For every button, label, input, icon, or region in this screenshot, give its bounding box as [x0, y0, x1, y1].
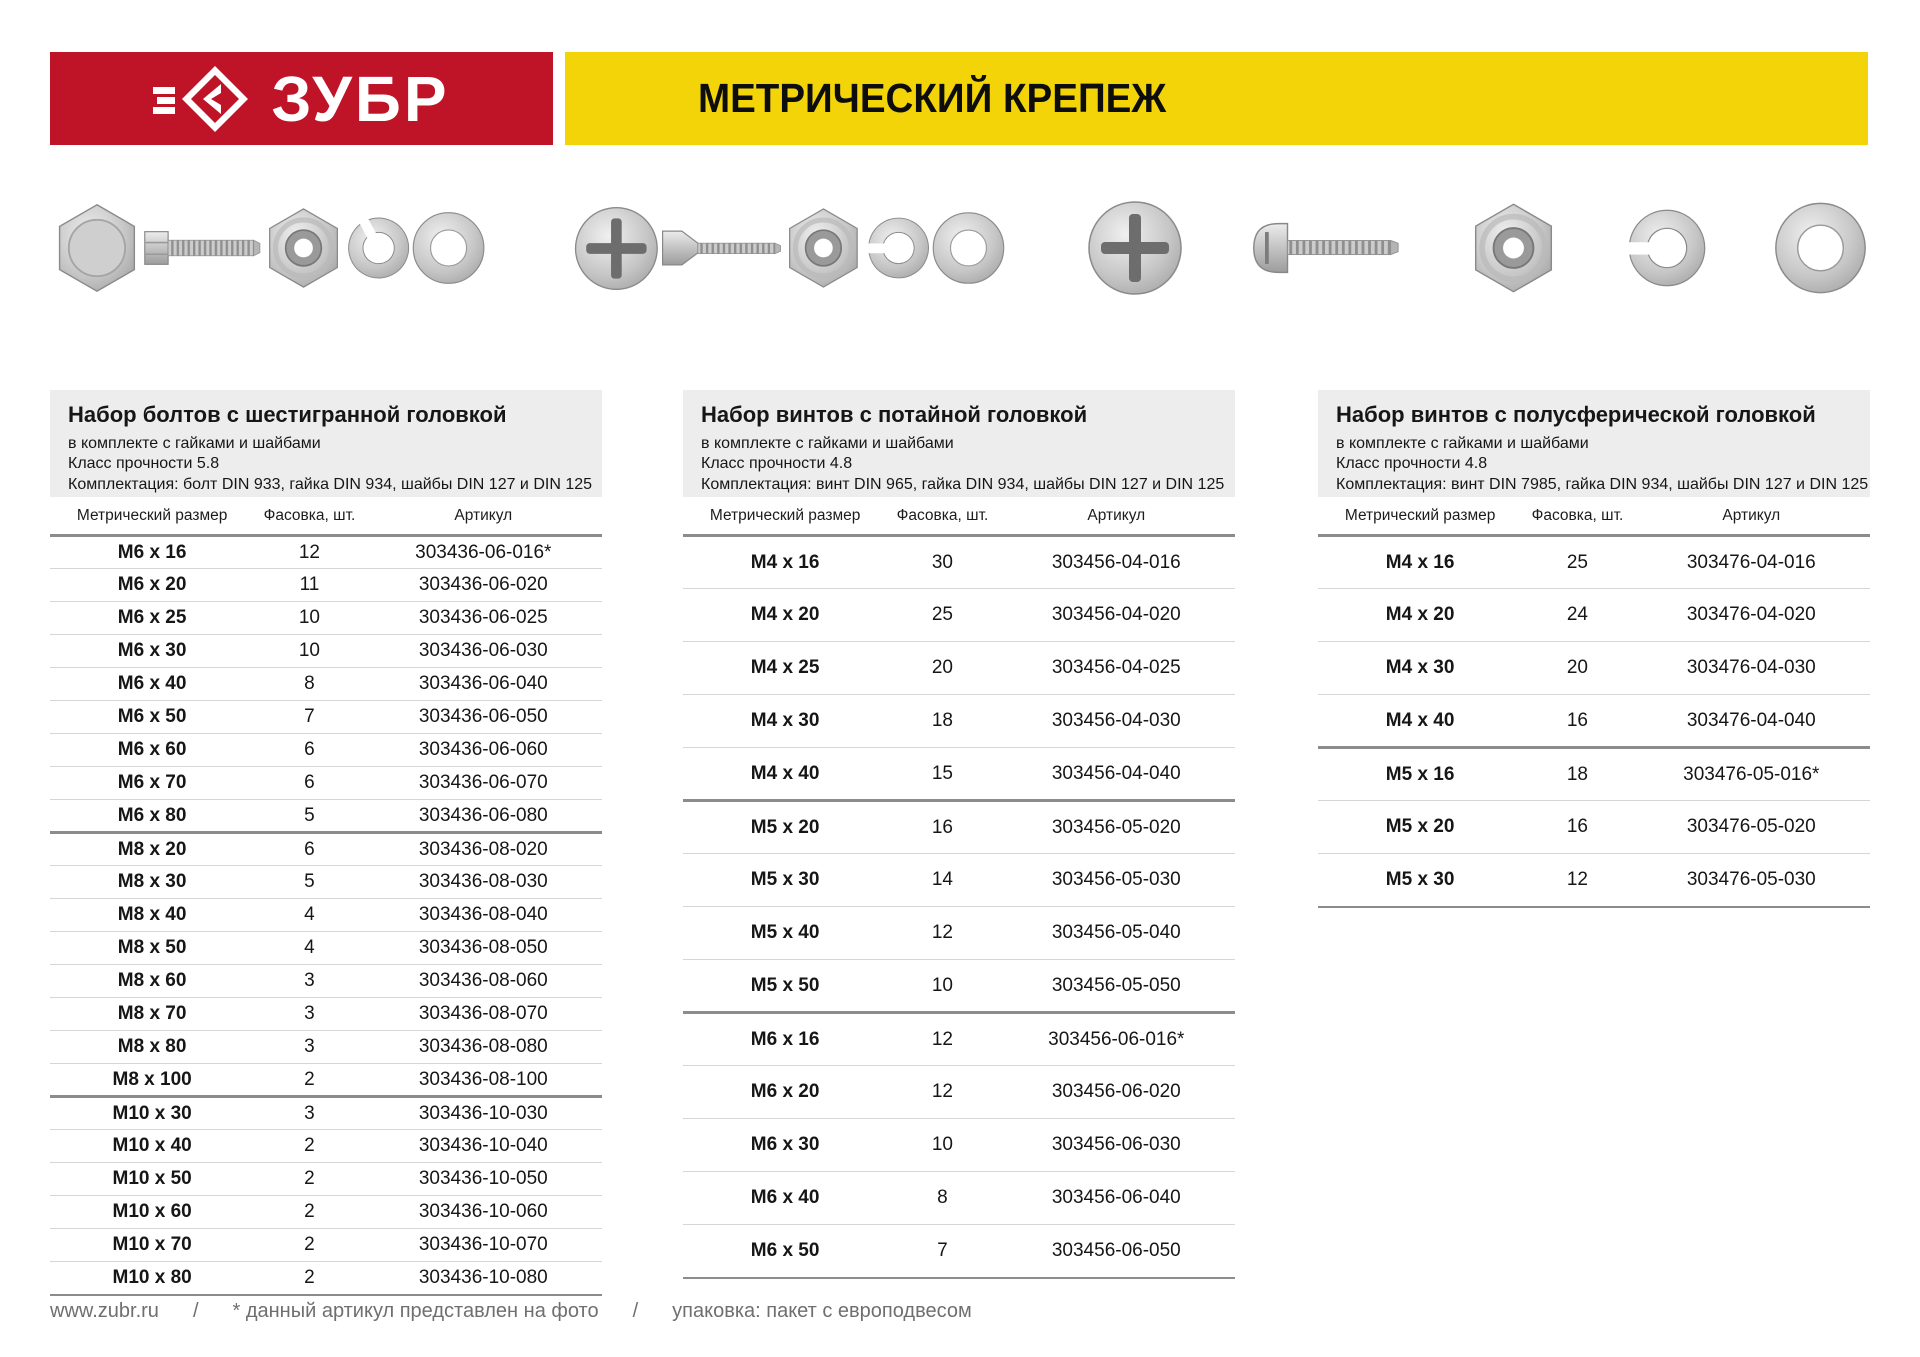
table-row — [50, 965, 602, 998]
pack-qty-cell: 7 — [254, 701, 364, 734]
pack-qty-cell: 3 — [254, 1097, 364, 1130]
pack-qty-cell: 4 — [254, 932, 364, 965]
table-row — [1318, 589, 1870, 642]
article-cell: 303476-04-016 — [1686, 551, 1816, 573]
product-photos-pan-head-screw-kit — [1085, 188, 1868, 308]
spec-table-countersunk-screws — [683, 497, 1235, 1279]
section-subtitle: в комплекте с гайками и шайбами — [1336, 435, 1589, 452]
table-row — [683, 536, 1235, 589]
table-row — [50, 1097, 602, 1130]
size-cell: M4 x 30 — [1318, 642, 1522, 695]
article-cell: 303456-04-016 — [1051, 551, 1181, 573]
table-row — [683, 801, 1235, 854]
size-cell: M5 x 50 — [683, 960, 887, 1013]
column-header-pack: Фасовка, шт. — [887, 497, 997, 536]
column-header-size: Метрический размер — [683, 497, 887, 536]
size-cell: M5 x 30 — [683, 854, 887, 907]
size-cell: M5 x 20 — [1318, 801, 1522, 854]
article-cell: 303436-06-020 — [365, 569, 602, 602]
flat-washer-photo — [931, 201, 1006, 295]
pack-qty-cell: 2 — [254, 1130, 364, 1163]
article-cell: 303476-04-030 — [1633, 642, 1870, 695]
section-strength-class: Класс прочности 5.8 — [68, 455, 220, 473]
pack-qty-cell: 15 — [887, 748, 997, 801]
pack-qty-cell: 3 — [254, 965, 364, 998]
size-cell: M8 x 70 — [50, 998, 254, 1031]
article-cell: 303456-06-030 — [998, 1119, 1235, 1172]
article-cell: 303436-08-040 — [365, 899, 602, 932]
pack-qty-cell: 14 — [887, 854, 997, 907]
countersunk-screw-head-photo — [572, 201, 661, 296]
hex-nut-photo — [1466, 199, 1561, 297]
pack-qty-cell: 8 — [887, 1172, 997, 1225]
pack-qty-cell: 20 — [1522, 642, 1632, 695]
article-cell: 303456-05-020 — [998, 801, 1235, 854]
table-row — [50, 1130, 602, 1163]
table-row — [50, 1064, 602, 1097]
table-row — [50, 833, 602, 866]
size-cell: M5 x 20 — [683, 801, 887, 854]
size-cell: M6 x 16 — [683, 1013, 887, 1066]
pack-qty-cell: 2 — [254, 1064, 364, 1097]
table-row — [683, 1172, 1235, 1225]
size-cell: M4 x 40 — [683, 748, 887, 801]
pack-qty-cell: 11 — [254, 569, 364, 602]
pack-qty-cell: 7 — [887, 1225, 997, 1278]
pack-qty-cell: 3 — [254, 998, 364, 1031]
table-row — [50, 1262, 602, 1295]
table-row — [50, 536, 602, 569]
article-cell: 303456-05-040 — [998, 907, 1235, 960]
size-cell: M5 x 16 — [1318, 748, 1522, 801]
article-cell: 303436-06-025 — [365, 602, 602, 635]
section-title: Набор винтов с полусферической головкой — [1336, 402, 1816, 427]
pack-qty-cell: 16 — [887, 801, 997, 854]
size-cell: M8 x 40 — [50, 899, 254, 932]
article-cell: 303436-08-030 — [365, 866, 602, 899]
pack-qty-cell: 2 — [254, 1262, 364, 1295]
page-title-banner — [565, 52, 1868, 145]
table-row — [50, 569, 602, 602]
size-cell: M4 x 30 — [683, 695, 887, 748]
size-cell: M4 x 20 — [683, 589, 887, 642]
size-cell: M4 x 25 — [683, 642, 887, 695]
table-row — [683, 642, 1235, 695]
section-strength-class: Класс прочности 4.8 — [1336, 455, 1488, 473]
article-cell: 303436-08-080 — [365, 1031, 602, 1064]
table-row — [50, 734, 602, 767]
size-cell: M6 x 30 — [50, 635, 254, 668]
article-cell: 303476-04-040 — [1633, 695, 1870, 748]
zubr-logo-emblem-icon — [153, 62, 253, 136]
article-cell: 303476-05-016* — [1633, 748, 1870, 801]
size-cell: M10 x 80 — [50, 1262, 254, 1295]
size-cell: M4 x 20 — [1318, 589, 1522, 642]
table-row — [1318, 642, 1870, 695]
size-cell: M6 x 50 — [683, 1225, 887, 1278]
hex-nut-photo — [781, 202, 866, 294]
flat-washer-photo — [1773, 196, 1868, 300]
article-cell: 303436-10-080 — [365, 1262, 602, 1295]
pack-qty-cell: 5 — [254, 800, 364, 833]
article-cell: 303436-08-100 — [365, 1064, 602, 1097]
hex-bolt-head-photo — [50, 198, 144, 298]
countersunk-screw-photo — [661, 221, 781, 275]
table-row — [50, 701, 602, 734]
zubr-logo-text: ЗУБР — [271, 62, 450, 135]
article-cell: 303436-10-060 — [365, 1196, 602, 1229]
section-strength-class: Класс прочности 4.8 — [701, 455, 853, 473]
section-subtitle: в комплекте с гайками и шайбами — [68, 435, 321, 452]
size-cell: M6 x 40 — [683, 1172, 887, 1225]
article-cell: 303436-08-020 — [365, 833, 602, 866]
article-cell: 303456-04-020 — [998, 589, 1235, 642]
pack-qty-cell: 10 — [254, 602, 364, 635]
size-cell: M8 x 30 — [50, 866, 254, 899]
size-cell: M8 x 100 — [50, 1064, 254, 1097]
pack-qty-cell: 18 — [1522, 748, 1632, 801]
table-row — [683, 695, 1235, 748]
table-row — [683, 960, 1235, 1013]
size-cell: M8 x 80 — [50, 1031, 254, 1064]
article-cell: 303436-08-050 — [365, 932, 602, 965]
pack-qty-cell: 18 — [887, 695, 997, 748]
section-contents: Комплектация: винт DIN 7985, гайка DIN 934, шайбы DIN 127 и DIN 125 — [1336, 475, 1869, 493]
table-row — [50, 635, 602, 668]
hex-bolt-photo — [144, 219, 261, 277]
table-row — [1318, 748, 1870, 801]
pack-qty-cell: 6 — [254, 734, 364, 767]
article-cell: 303456-06-040 — [998, 1172, 1235, 1225]
pan-head-screw-photo — [1250, 219, 1400, 277]
table-row — [50, 1229, 602, 1262]
column-header-pack: Фасовка, шт. — [1522, 497, 1632, 536]
pack-qty-cell: 6 — [254, 833, 364, 866]
table-row — [50, 602, 602, 635]
table-row — [683, 907, 1235, 960]
pack-qty-cell: 10 — [887, 960, 997, 1013]
size-cell: M8 x 50 — [50, 932, 254, 965]
pack-qty-cell: 30 — [931, 551, 953, 573]
table-header-row — [683, 497, 1235, 536]
article-cell: 303476-05-020 — [1633, 801, 1870, 854]
table-row — [50, 998, 602, 1031]
article-cell: 303436-06-080 — [365, 800, 602, 833]
article-cell: 303436-06-040 — [365, 668, 602, 701]
spec-table-hex-bolts — [50, 497, 602, 1296]
size-cell: M5 x 40 — [683, 907, 887, 960]
size-cell: M10 x 50 — [50, 1163, 254, 1196]
size-cell: M4 x 16 — [1385, 551, 1455, 573]
table-row — [50, 866, 602, 899]
size-cell: M6 x 16 — [117, 541, 187, 563]
column-header-article: Артикул — [365, 497, 602, 536]
asterisk-note: * данный артикул представлен на фото — [232, 1300, 599, 1322]
table-row — [683, 854, 1235, 907]
size-cell: M6 x 40 — [50, 668, 254, 701]
section-contents: Комплектация: болт DIN 933, гайка DIN 934, шайбы DIN 127 и DIN 125 — [68, 475, 593, 493]
column-header-size: Метрический размер — [1318, 497, 1522, 536]
pack-qty-cell: 5 — [254, 866, 364, 899]
size-cell: M6 x 30 — [683, 1119, 887, 1172]
pack-qty-cell: 12 — [887, 907, 997, 960]
section-contents: Комплектация: винт DIN 965, гайка DIN 934, шайбы DIN 127 и DIN 125 — [701, 475, 1225, 493]
pack-qty-cell: 2 — [254, 1229, 364, 1262]
table-row — [50, 1196, 602, 1229]
table-row — [683, 589, 1235, 642]
article-cell: 303436-06-070 — [365, 767, 602, 800]
spring-washer-photo — [346, 204, 411, 292]
pack-qty-cell: 24 — [1522, 589, 1632, 642]
article-cell: 303476-04-020 — [1633, 589, 1870, 642]
column-header-article: Артикул — [1633, 497, 1870, 536]
pack-qty-cell: 16 — [1522, 695, 1632, 748]
footer-divider: / — [192, 1300, 199, 1322]
page-title: МЕТРИЧЕСКИЙ КРЕПЕЖ — [698, 75, 1167, 121]
pack-qty-cell: 25 — [887, 589, 997, 642]
column-header-article: Артикул — [998, 497, 1235, 536]
pack-qty-cell: 6 — [254, 767, 364, 800]
section-title: Набор болтов с шестигранной головкой — [68, 402, 507, 427]
table-row — [50, 899, 602, 932]
table-row — [683, 1066, 1235, 1119]
article-cell: 303456-05-030 — [998, 854, 1235, 907]
pack-qty-cell: 16 — [1522, 801, 1632, 854]
spec-table-pan-head-screws — [1318, 497, 1870, 908]
table-header-row — [1318, 497, 1870, 536]
hex-nut-photo — [261, 202, 346, 294]
pack-qty-cell: 12 — [887, 1013, 997, 1066]
size-cell: M8 x 60 — [50, 965, 254, 998]
article-cell: 303456-04-040 — [998, 748, 1235, 801]
section-subtitle: в комплекте с гайками и шайбами — [701, 435, 954, 452]
section-countersunk-screws — [683, 390, 1235, 1279]
article-cell: 303456-04-025 — [998, 642, 1235, 695]
section-hex-bolts — [50, 390, 602, 1296]
size-cell: M6 x 20 — [50, 569, 254, 602]
pack-qty-cell: 12 — [298, 541, 320, 563]
size-cell: M4 x 40 — [1318, 695, 1522, 748]
article-cell: 303456-05-050 — [998, 960, 1235, 1013]
size-cell: M10 x 40 — [50, 1130, 254, 1163]
section-header — [683, 390, 1235, 497]
size-cell: M6 x 25 — [50, 602, 254, 635]
article-cell: 303436-06-030 — [365, 635, 602, 668]
pack-qty-cell: 12 — [1522, 854, 1632, 907]
website-link[interactable]: www.zubr.ru — [50, 1300, 159, 1322]
table-row — [683, 1119, 1235, 1172]
table-row — [683, 748, 1235, 801]
article-cell: 303436-06-050 — [365, 701, 602, 734]
column-header-pack: Фасовка, шт. — [254, 497, 364, 536]
spring-washer-photo — [866, 204, 931, 292]
article-cell: 303436-10-040 — [365, 1130, 602, 1163]
table-row — [683, 1225, 1235, 1278]
size-cell: M6 x 50 — [50, 701, 254, 734]
size-cell: M4 x 16 — [750, 551, 820, 573]
flat-washer-photo — [411, 201, 486, 295]
pack-qty-cell: 10 — [254, 635, 364, 668]
spring-washer-photo — [1626, 198, 1708, 298]
article-cell: 303456-06-050 — [998, 1225, 1235, 1278]
pack-qty-cell: 25 — [1566, 551, 1588, 573]
size-cell: M6 x 80 — [50, 800, 254, 833]
size-cell: M10 x 60 — [50, 1196, 254, 1229]
table-row — [1318, 801, 1870, 854]
pack-qty-cell: 4 — [254, 899, 364, 932]
table-row — [50, 668, 602, 701]
pan-head-screw-head-photo — [1085, 198, 1185, 298]
pack-qty-cell: 2 — [254, 1163, 364, 1196]
article-cell: 303456-06-020 — [998, 1066, 1235, 1119]
size-cell: M6 x 20 — [683, 1066, 887, 1119]
pack-qty-cell: 12 — [887, 1066, 997, 1119]
table-header-row — [50, 497, 602, 536]
table-row — [1318, 536, 1870, 589]
footer-divider: / — [632, 1300, 639, 1322]
size-cell: M5 x 30 — [1318, 854, 1522, 907]
table-row — [683, 1013, 1235, 1066]
article-cell: 303436-10-030 — [365, 1097, 602, 1130]
product-photos-countersunk-screw-kit — [572, 188, 1006, 308]
size-cell: M6 x 70 — [50, 767, 254, 800]
table-row — [50, 932, 602, 965]
pack-qty-cell: 8 — [254, 668, 364, 701]
section-title: Набор винтов с потайной головкой — [701, 402, 1088, 427]
article-cell: 303436-10-050 — [365, 1163, 602, 1196]
section-header — [1318, 390, 1870, 497]
pack-qty-cell: 2 — [254, 1196, 364, 1229]
article-cell: 303436-06-016* — [415, 541, 552, 563]
table-row — [50, 800, 602, 833]
pack-qty-cell: 3 — [254, 1031, 364, 1064]
table-row — [50, 767, 602, 800]
zubr-logo — [50, 52, 553, 145]
article-cell: 303436-08-070 — [365, 998, 602, 1031]
article-cell: 303436-06-060 — [365, 734, 602, 767]
table-row — [1318, 695, 1870, 748]
column-header-size: Метрический размер — [50, 497, 254, 536]
pack-qty-cell: 20 — [887, 642, 997, 695]
article-cell: 303456-06-016* — [998, 1013, 1235, 1066]
size-cell: M6 x 60 — [50, 734, 254, 767]
size-cell: M10 x 30 — [50, 1097, 254, 1130]
article-cell: 303436-08-060 — [365, 965, 602, 998]
pack-qty-cell: 10 — [887, 1119, 997, 1172]
section-pan-head-screws — [1318, 390, 1870, 908]
section-header — [50, 390, 602, 497]
table-row — [1318, 854, 1870, 907]
size-cell: M8 x 20 — [50, 833, 254, 866]
article-cell: 303476-05-030 — [1633, 854, 1870, 907]
table-row — [50, 1031, 602, 1064]
table-row — [50, 1163, 602, 1196]
size-cell: M10 x 70 — [50, 1229, 254, 1262]
article-cell: 303436-10-070 — [365, 1229, 602, 1262]
product-photos-hex-bolt-kit — [50, 188, 486, 308]
page-footer — [50, 1300, 972, 1323]
article-cell: 303456-04-030 — [998, 695, 1235, 748]
packaging-note: упаковка: пакет с европодвесом — [672, 1300, 972, 1322]
